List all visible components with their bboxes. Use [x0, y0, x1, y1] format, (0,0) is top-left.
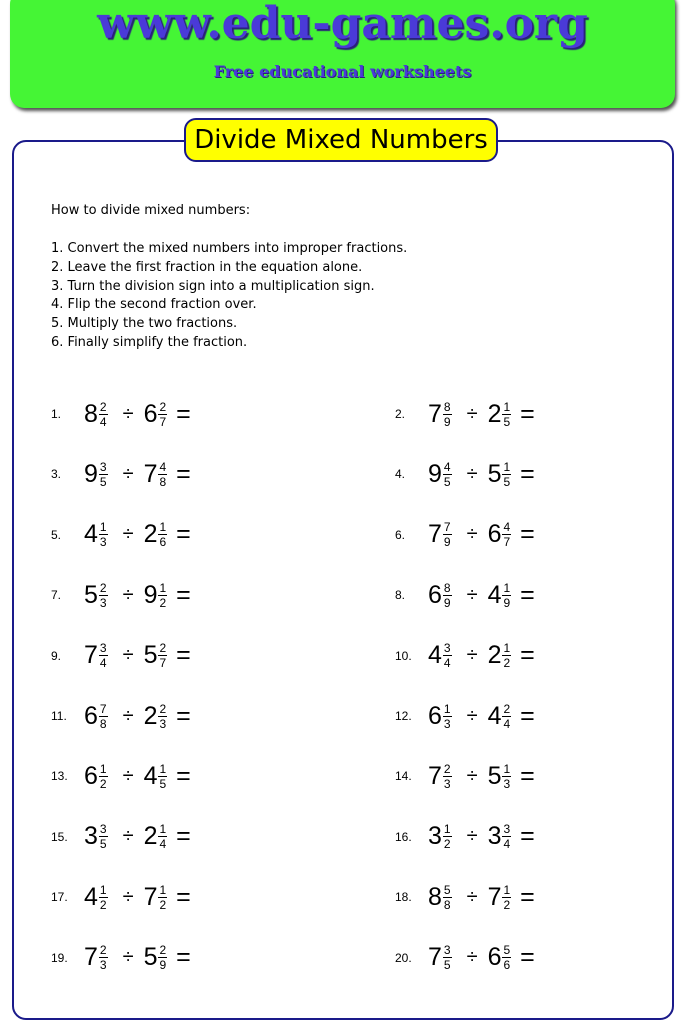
divide-sign: ÷	[466, 523, 478, 546]
dividend-numerator: 3	[443, 641, 451, 656]
divisor-denominator: 7	[159, 656, 167, 671]
dividend-fraction	[443, 703, 452, 730]
equals-sign: =	[520, 641, 535, 670]
problem-number: 20.	[395, 950, 412, 965]
divisor-numerator: 1	[503, 580, 511, 595]
equals-sign: =	[176, 580, 191, 609]
dividend-numerator: 1	[99, 761, 107, 776]
divisor-numerator: 1	[503, 399, 511, 414]
dividend-whole: 6	[428, 580, 442, 609]
dividend-denominator: 8	[443, 897, 451, 912]
divisor-numerator: 1	[159, 822, 167, 837]
divisor-denominator: 6	[503, 958, 511, 973]
dividend-numerator: 3	[99, 822, 107, 837]
problem-number: 2.	[395, 407, 406, 421]
divisor-numerator: 5	[503, 943, 511, 958]
step: 2. Leave the first fraction in the equation alone.	[51, 259, 363, 275]
dividend-numerator: 1	[443, 701, 451, 716]
divide-sign: ÷	[122, 462, 134, 485]
dividend-fraction	[99, 521, 108, 548]
dividend-denominator: 9	[443, 414, 451, 429]
problem	[51, 454, 191, 494]
divisor-fraction	[158, 461, 167, 488]
problem	[395, 454, 535, 494]
dividend-denominator: 2	[443, 837, 451, 852]
divisor-denominator: 3	[503, 776, 511, 791]
divisor-denominator: 2	[159, 595, 167, 610]
dividend-numerator: 2	[99, 580, 107, 595]
equals-sign: =	[520, 882, 535, 911]
divisor-whole: 4	[487, 580, 502, 609]
divisor-denominator: 7	[503, 535, 511, 550]
tagline: Free educational worksheets	[213, 62, 472, 81]
divide-sign: ÷	[466, 825, 478, 848]
dividend-numerator: 4	[443, 459, 451, 474]
divide-sign: ÷	[466, 946, 478, 969]
divide-sign: ÷	[466, 704, 478, 727]
divisor-denominator: 5	[503, 474, 511, 489]
divide-sign: ÷	[466, 583, 478, 606]
equals-sign: =	[176, 520, 191, 549]
divisor-whole: 5	[143, 943, 158, 972]
divisor-denominator: 2	[503, 656, 511, 671]
divisor-numerator: 2	[503, 701, 511, 716]
dividend-numerator: 3	[443, 943, 451, 958]
divisor-whole: 2	[143, 520, 158, 549]
step: 4. Flip the second fraction over.	[51, 297, 257, 313]
problem	[395, 636, 535, 676]
dividend-whole: 4	[428, 641, 442, 670]
dividend-denominator: 3	[99, 535, 107, 550]
dividend-numerator: 7	[99, 701, 107, 716]
dividend-denominator: 3	[443, 776, 451, 791]
problem	[395, 817, 535, 857]
problem	[395, 696, 535, 736]
divisor-fraction	[502, 944, 511, 971]
dividend-numerator: 1	[443, 822, 451, 837]
dividend-whole: 7	[428, 943, 442, 972]
divisor-fraction	[158, 763, 167, 790]
equals-sign: =	[176, 822, 191, 851]
divisor-numerator: 2	[159, 943, 167, 958]
equals-sign: =	[176, 761, 191, 790]
dividend-fraction	[99, 461, 108, 488]
dividend-fraction	[443, 884, 452, 911]
dividend-whole: 6	[84, 701, 98, 730]
divide-sign: ÷	[122, 583, 134, 606]
dividend-denominator: 4	[99, 656, 107, 671]
problem-number: 4.	[395, 467, 406, 482]
divisor-fraction	[158, 642, 167, 669]
equals-sign: =	[176, 399, 191, 428]
divide-sign: ÷	[122, 523, 134, 546]
problem-number: 15.	[51, 829, 68, 844]
dividend-fraction	[99, 582, 108, 609]
divisor-whole: 2	[143, 822, 158, 851]
problem	[51, 636, 191, 676]
divisor-denominator: 5	[503, 414, 511, 429]
divisor-fraction	[158, 823, 167, 850]
divisor-whole: 6	[487, 520, 502, 549]
dividend-fraction	[443, 823, 452, 850]
equals-sign: =	[176, 701, 191, 730]
divisor-denominator: 4	[159, 837, 167, 852]
divide-sign: ÷	[122, 704, 134, 727]
divisor-whole: 7	[143, 882, 158, 911]
dividend-numerator: 2	[99, 943, 107, 958]
divide-sign: ÷	[122, 764, 134, 787]
instructions-heading: How to divide mixed numbers:	[51, 203, 251, 218]
problem	[51, 938, 191, 978]
divisor-numerator: 1	[503, 761, 511, 776]
dividend-fraction	[99, 944, 108, 971]
problem-number: 14.	[395, 769, 412, 784]
divisor-whole: 5	[143, 641, 158, 670]
dividend-denominator: 3	[99, 595, 107, 610]
dividend-denominator: 3	[443, 716, 451, 731]
dividend-whole: 5	[84, 580, 98, 609]
dividend-denominator: 9	[443, 595, 451, 610]
dividend-whole: 8	[428, 882, 442, 911]
dividend-denominator: 5	[443, 474, 451, 489]
equals-sign: =	[520, 822, 535, 851]
dividend-whole: 7	[428, 761, 442, 790]
equals-sign: =	[520, 943, 535, 972]
divisor-fraction	[158, 884, 167, 911]
problem-number: 19.	[51, 950, 68, 965]
dividend-numerator: 8	[443, 580, 451, 595]
divisor-denominator: 4	[503, 837, 511, 852]
dividend-whole: 4	[84, 882, 98, 911]
divisor-whole: 7	[143, 459, 158, 488]
dividend-denominator: 9	[443, 535, 451, 550]
divisor-whole: 2	[487, 399, 502, 428]
divisor-denominator: 9	[503, 595, 511, 610]
dividend-fraction	[443, 401, 452, 428]
equals-sign: =	[520, 701, 535, 730]
dividend-numerator: 8	[443, 399, 451, 414]
step: 1. Convert the mixed numbers into improper fractions.	[51, 241, 408, 256]
divisor-denominator: 7	[159, 414, 167, 429]
dividend-whole: 6	[428, 701, 442, 730]
dividend-numerator: 7	[443, 520, 451, 535]
divisor-denominator: 3	[159, 716, 167, 731]
equals-sign: =	[176, 943, 191, 972]
dividend-fraction	[99, 703, 108, 730]
dividend-fraction	[99, 823, 108, 850]
step: 5. Multiply the two fractions.	[51, 316, 238, 332]
divisor-numerator: 1	[503, 641, 511, 656]
dividend-denominator: 5	[99, 474, 107, 489]
divisor-denominator: 2	[503, 897, 511, 912]
dividend-whole: 3	[428, 822, 442, 851]
dividend-fraction	[443, 461, 452, 488]
divisor-denominator: 9	[159, 958, 167, 973]
dividend-denominator: 5	[99, 837, 107, 852]
divisor-fraction	[158, 521, 167, 548]
divisor-numerator: 3	[503, 822, 511, 837]
divisor-numerator: 2	[159, 641, 167, 656]
dividend-fraction	[443, 582, 452, 609]
divisor-numerator: 4	[159, 459, 167, 474]
dividend-numerator: 1	[99, 882, 107, 897]
divisor-whole: 2	[487, 641, 502, 670]
divisor-fraction	[502, 642, 511, 669]
divisor-numerator: 1	[503, 882, 511, 897]
divisor-fraction	[158, 944, 167, 971]
divide-sign: ÷	[466, 764, 478, 787]
divisor-numerator: 1	[503, 459, 511, 474]
problem-number: 11.	[51, 709, 67, 723]
equals-sign: =	[520, 580, 535, 609]
divide-sign: ÷	[122, 402, 134, 425]
site-logo[interactable]: www.edu-games.org	[97, 0, 588, 49]
divisor-fraction	[502, 823, 511, 850]
divisor-denominator: 2	[159, 897, 167, 912]
problem-number: 9.	[51, 648, 62, 663]
divisor-denominator: 8	[159, 474, 167, 489]
problem-number: 12.	[395, 709, 412, 723]
equals-sign: =	[520, 459, 535, 488]
divisor-fraction	[502, 582, 511, 609]
problem-number: 13.	[51, 769, 68, 784]
problem	[51, 817, 191, 857]
divisor-numerator: 2	[159, 399, 167, 414]
divisor-denominator: 4	[503, 716, 511, 731]
problem	[51, 696, 191, 736]
divisor-numerator: 4	[503, 520, 511, 535]
divisor-numerator: 1	[159, 761, 167, 776]
problem	[395, 938, 535, 978]
divisor-whole: 9	[143, 580, 158, 609]
problem-number: 1.	[51, 407, 62, 421]
dividend-denominator: 2	[99, 776, 107, 791]
divide-sign: ÷	[466, 402, 478, 425]
dividend-fraction	[99, 642, 108, 669]
divide-sign: ÷	[122, 946, 134, 969]
divisor-denominator: 6	[159, 535, 167, 550]
dividend-fraction	[443, 642, 452, 669]
problem	[395, 515, 535, 555]
divisor-numerator: 2	[159, 701, 167, 716]
divisor-whole: 7	[487, 882, 502, 911]
divide-sign: ÷	[122, 885, 134, 908]
problem-number: 6.	[395, 527, 406, 542]
divisor-fraction	[502, 401, 511, 428]
divisor-whole: 6	[143, 399, 158, 428]
divide-sign: ÷	[466, 462, 478, 485]
dividend-denominator: 5	[443, 958, 451, 973]
divide-sign: ÷	[466, 885, 478, 908]
divisor-fraction	[502, 763, 511, 790]
worksheet-title: Divide Mixed Numbers	[184, 118, 498, 162]
divisor-fraction	[502, 884, 511, 911]
divide-sign: ÷	[122, 825, 134, 848]
problem-number: 5.	[51, 527, 62, 542]
divisor-numerator: 1	[159, 580, 167, 595]
problem-number: 7.	[51, 588, 62, 603]
dividend-whole: 7	[428, 520, 442, 549]
dividend-numerator: 2	[443, 761, 451, 776]
divisor-fraction	[502, 521, 511, 548]
divisor-numerator: 1	[159, 520, 167, 535]
dividend-denominator: 4	[99, 414, 107, 429]
problem	[51, 394, 191, 434]
dividend-fraction	[443, 521, 452, 548]
problem-number: 8.	[395, 588, 406, 603]
divide-sign: ÷	[122, 644, 134, 667]
divisor-whole: 2	[143, 701, 158, 730]
divisor-denominator: 5	[159, 776, 167, 791]
divisor-whole: 5	[487, 761, 502, 790]
dividend-denominator: 4	[443, 656, 451, 671]
dividend-fraction	[99, 884, 108, 911]
divisor-whole: 6	[487, 943, 502, 972]
equals-sign: =	[176, 641, 191, 670]
dividend-whole: 8	[84, 399, 98, 428]
dividend-whole: 9	[428, 459, 442, 488]
divisor-fraction	[158, 401, 167, 428]
divisor-numerator: 1	[159, 882, 167, 897]
equals-sign: =	[520, 399, 535, 428]
dividend-whole: 9	[84, 459, 98, 488]
dividend-fraction	[99, 401, 108, 428]
problem	[395, 394, 535, 434]
problem	[51, 877, 191, 917]
equals-sign: =	[520, 761, 535, 790]
problem	[51, 515, 191, 555]
dividend-fraction	[443, 944, 452, 971]
divisor-whole: 3	[487, 822, 502, 851]
divisor-fraction	[158, 582, 167, 609]
divisor-whole: 4	[143, 761, 158, 790]
problem	[395, 575, 535, 615]
dividend-denominator: 8	[99, 716, 107, 731]
step: 6. Finally simplify the fraction.	[51, 334, 248, 350]
dividend-whole: 6	[84, 761, 98, 790]
dividend-numerator: 2	[99, 399, 107, 414]
dividend-numerator: 3	[99, 641, 107, 656]
divisor-fraction	[158, 703, 167, 730]
problem	[395, 877, 535, 917]
equals-sign: =	[176, 882, 191, 911]
dividend-whole: 3	[84, 822, 98, 851]
problem-number: 3.	[51, 467, 62, 482]
dividend-whole: 7	[84, 641, 98, 670]
problem	[51, 575, 191, 615]
problem-number: 10.	[395, 648, 412, 663]
dividend-whole: 4	[84, 520, 98, 549]
divisor-fraction	[502, 703, 511, 730]
dividend-fraction	[443, 763, 452, 790]
divisor-whole: 4	[487, 701, 502, 730]
problem	[395, 756, 535, 796]
dividend-denominator: 3	[99, 958, 107, 973]
divisor-whole: 5	[487, 459, 502, 488]
equals-sign: =	[176, 459, 191, 488]
dividend-fraction	[99, 763, 108, 790]
dividend-denominator: 2	[99, 897, 107, 912]
dividend-whole: 7	[428, 399, 442, 428]
problem	[51, 756, 191, 796]
dividend-numerator: 5	[443, 882, 451, 897]
instructions-steps	[51, 240, 407, 353]
problem-number: 17.	[51, 890, 68, 905]
header-banner	[10, 0, 675, 108]
divide-sign: ÷	[466, 644, 478, 667]
dividend-numerator: 3	[99, 459, 107, 474]
divisor-fraction	[502, 461, 511, 488]
equals-sign: =	[520, 520, 535, 549]
problem-number: 18.	[395, 890, 412, 905]
dividend-whole: 7	[84, 943, 98, 972]
step: 3. Turn the division sign into a multiplication sign.	[51, 278, 375, 294]
dividend-numerator: 1	[99, 520, 107, 535]
problem-number: 16.	[395, 829, 412, 844]
